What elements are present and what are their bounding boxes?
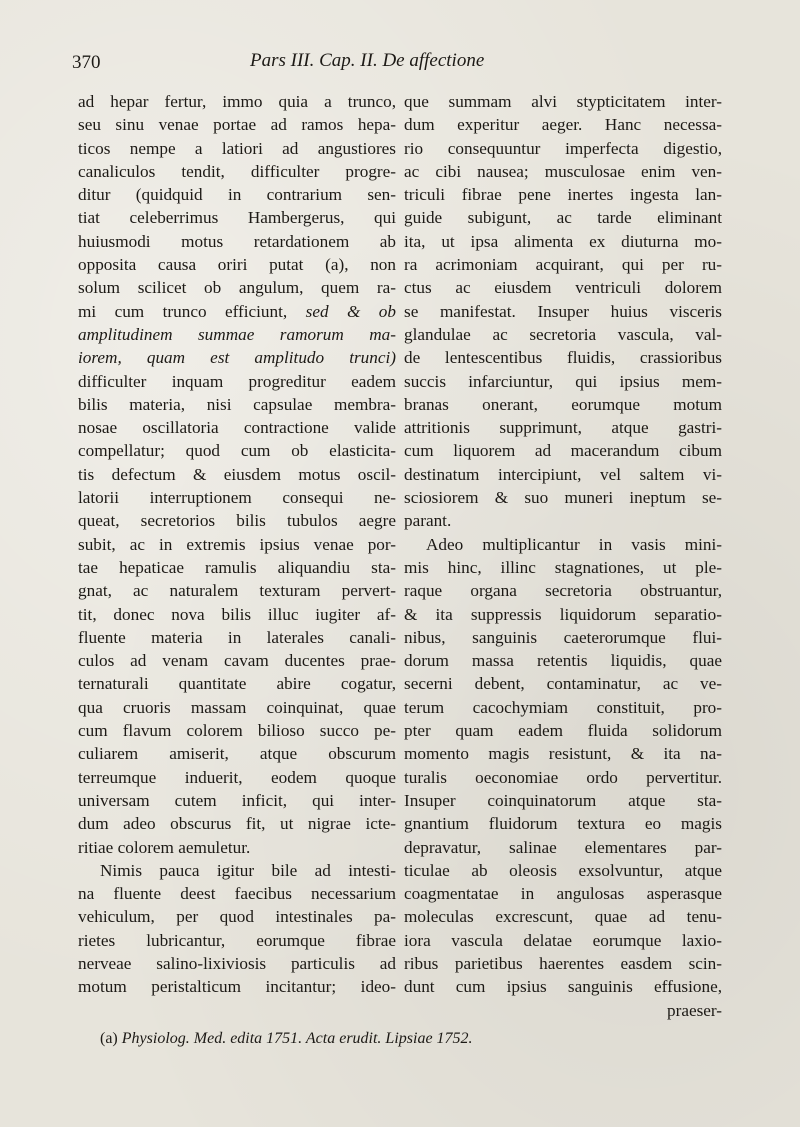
text-line: dum adeo obscurus fit, ut nigrae icte-	[78, 814, 396, 834]
text-line: ternaturali quantitate abire cogatur,	[78, 674, 396, 694]
text-line: compellatur; quod cum ob elasticita-	[78, 441, 396, 461]
text-line: nibus, sanguinis caeterorumque flui-	[404, 627, 722, 647]
text-line: & ita suppressis liquidorum separatio-	[404, 604, 722, 624]
text-line: tis defectum & eiusdem motus oscil-	[78, 464, 396, 484]
text-line: parant.	[404, 511, 452, 531]
text-line: ticulae ab oleosis exsolvuntur, atque	[404, 860, 722, 880]
text-line: mis hinc, illinc stagnationes, ut ple-	[404, 557, 722, 577]
text-line: nosae oscillatoria contractione valide	[78, 418, 396, 438]
text-line: raque organa secretoria obstruantur,	[404, 581, 722, 601]
text-line: momento magis resistunt, & ita na-	[404, 744, 722, 764]
text-line: succis infarciuntur, qui ipsius mem-	[404, 371, 722, 391]
text-line: nerveae salino-lixiviosis particulis ad	[78, 953, 396, 973]
text-line: attritionis supprimunt, atque gastri-	[404, 418, 722, 438]
text-line: ad hepar fertur, immo quia a trunco,	[78, 92, 396, 111]
text-line: secerni debent, contaminatur, ac ve-	[404, 674, 722, 694]
text-line: tiat celeberrimus Hambergerus, qui	[78, 208, 396, 228]
text-line: Adeo multiplicantur in vasis mini-	[426, 534, 722, 554]
text-line: rietes lubricantur, eorumque fibrae	[78, 930, 396, 950]
text-line: coagmentatae in angulosas asperasque	[404, 884, 722, 904]
text-segment: mi cum trunco efficiunt,	[78, 301, 288, 321]
text-line: Insuper coinquinatorum atque sta-	[404, 790, 722, 810]
text-line: moleculas excrescunt, quae ad tenu-	[404, 907, 722, 927]
text-line: que summam alvi stypticitatem inter-	[404, 92, 722, 111]
text-line: culos ad venam cavam ducentes prae-	[78, 651, 396, 671]
text-line: ribus parietibus haerentes easdem scin-	[404, 953, 722, 973]
text-line: guide subigunt, ac tarde eliminant	[404, 208, 722, 228]
right-column	[404, 90, 722, 1022]
text-line: triculi fibrae pene inertes ingesta lan-	[404, 185, 722, 205]
text-line: na fluente deest faecibus necessarium	[78, 884, 396, 904]
text-line: branas onerant, eorumque motum	[404, 394, 722, 414]
text-line: opposita causa oriri putat (a), non	[78, 255, 396, 275]
text-line: bilis materia, nisi capsulae membra-	[78, 394, 396, 414]
text-line: huiusmodi motus retardationem ab	[78, 231, 396, 251]
text-line: ctus ac eiusdem ventriculi dolorem	[404, 278, 722, 298]
italic-line: amplitudinem summae ramorum ma-	[78, 324, 396, 344]
text-line: depravatur, salinae elementares par-	[404, 837, 722, 857]
text-line: dunt cum ipsius sanguinis effusione,	[404, 977, 722, 997]
text-line: turalis oeconomiae ordo pervertitur.	[404, 767, 722, 787]
text-line: seu sinu venae portae ad ramos hepa-	[78, 115, 396, 135]
text-line: ra acrimoniam acquirant, qui per ru-	[404, 255, 722, 275]
text-line: ac cibi nausea; musculosae enim ven-	[404, 161, 722, 181]
text-line: queat, secretorios bilis tubulos aegre	[78, 511, 396, 531]
text-line: qua cruoris massam coinquinat, quae	[78, 697, 396, 717]
text-line: tae hepaticae ramulis aliquandiu sta-	[78, 557, 396, 577]
text-line: canaliculos tendit, difficulter progre-	[78, 161, 396, 181]
text-line: ditur (quidquid in contrarium sen-	[78, 185, 396, 205]
text-line: Nimis pauca igitur bile ad intesti-	[100, 860, 396, 880]
italic-line: iorem, quam est amplitudo trunci)	[78, 348, 396, 368]
text-line: tit, donec nova bilis illuc iugiter af-	[78, 604, 396, 624]
text-line: motum peristalticum incitantur; ideo-	[78, 977, 396, 997]
footnote-marker: (a)	[100, 1030, 118, 1047]
text-line: terreumque induerit, eodem quoque	[78, 767, 396, 787]
italic-segment: sed & ob	[305, 301, 396, 321]
text-line: gnantium fluidorum textura eo magis	[404, 814, 722, 834]
text-line: glandulae ac secretoria vascula, val-	[404, 324, 722, 344]
text-line: destinatum intercipiunt, vel saltem vi-	[404, 464, 722, 484]
text-line: vehiculum, per quod intestinales pa-	[78, 907, 396, 927]
text-line: ritiae colorem aemuletur.	[78, 837, 251, 857]
text-line: ita, ut ipsa alimenta ex diuturna mo-	[404, 231, 722, 251]
running-head: Pars III. Cap. II. De affectione	[250, 50, 485, 71]
text-line: difficulter inquam progreditur eadem	[78, 371, 396, 391]
text-line: se manifestat. Insuper huius visceris	[404, 301, 722, 321]
text-line: de lentescentibus fluidis, crassioribus	[404, 348, 722, 368]
text-line-mixed	[78, 300, 396, 323]
text-line: cum liquorem ad macerandum cibum	[404, 441, 722, 461]
text-line: universam cutem inficit, qui inter-	[78, 790, 396, 810]
footnote-text: Physiolog. Med. edita 1751. Acta erudit. Lipsiae 1752.	[121, 1030, 473, 1047]
text-line: sciosiorem & suo muneri ineptum se-	[404, 488, 722, 508]
page-header	[72, 50, 722, 80]
text-line: dum experitur aeger. Hanc necessa-	[404, 115, 722, 135]
text-line: ticos nempe a latiori ad angustiores	[78, 138, 396, 158]
page-number: 370	[72, 52, 101, 73]
text-line: culiarem amiserit, atque obscurum	[78, 744, 396, 764]
text-line: pter quam eadem fluida solidorum	[404, 721, 722, 741]
text-line: cum flavum colorem bilioso succo pe-	[78, 721, 396, 741]
text-line: subit, ac in extremis ipsius venae por-	[78, 534, 396, 554]
text-line: latorii interruptionem consequi ne-	[78, 488, 396, 508]
text-line: rio consequuntur imperfecta digestio,	[404, 138, 722, 158]
text-line: solum scilicet ob angulum, quem ra-	[78, 278, 396, 298]
footnote	[100, 1030, 660, 1048]
text-line: dorum massa retentis liquidis, quae	[404, 651, 722, 671]
text-line: gnat, ac naturalem texturam pervert-	[78, 581, 396, 601]
text-line: terum cacochymiam constituit, pro-	[404, 697, 722, 717]
text-line: fluente materia in laterales canali-	[78, 627, 396, 647]
left-column	[78, 90, 396, 999]
catchword: praeser-	[667, 1000, 722, 1020]
text-line: iora vascula delatae eorumque laxio-	[404, 930, 722, 950]
